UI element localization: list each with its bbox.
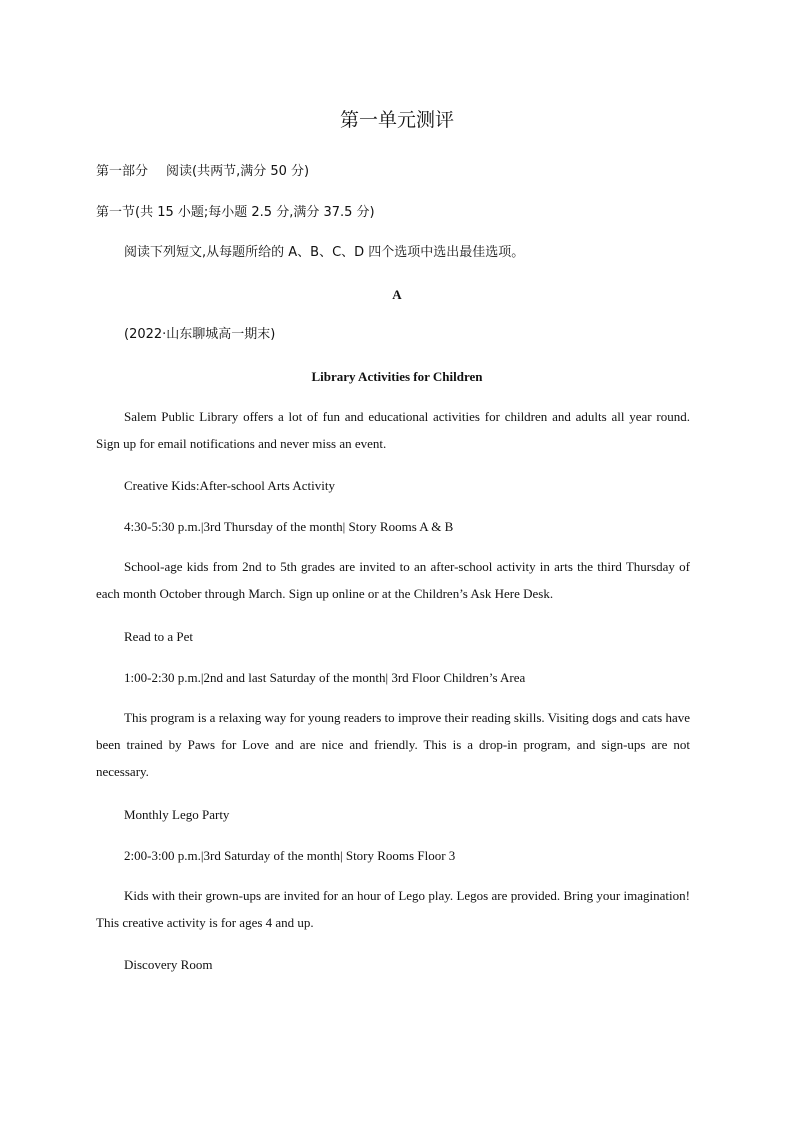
part-label: 第一部分	[96, 164, 149, 179]
activity-name: Monthly Lego Party	[124, 807, 230, 822]
activity-description: School-age kids from 2nd to 5th grades are invited to an after-school activity in arts the third Thursday of each month October through March. Sign up online or at the Children’s Ask Here Desk.	[96, 559, 690, 601]
activity-name: Read to a Pet	[124, 629, 193, 644]
activity-description: Kids with their grown-ups are invited for an hour of Lego play. Legos are provided. Bring your imagination! This creative activity is for ages 4 and up.	[96, 888, 690, 930]
activity-time: 4:30-5:30 p.m.|3rd Thursday of the month| Story Rooms A & B	[124, 519, 454, 534]
part-description: 阅读(共两节,满分 50 分)	[166, 164, 310, 179]
passage-source: (2022·山东聊城高一期末)	[124, 327, 276, 342]
page-title: 第一单元测评	[339, 109, 454, 131]
activity-name: Discovery Room	[124, 957, 213, 972]
part-heading	[96, 164, 309, 180]
activity-description: This program is a relaxing way for young readers to improve their reading skills. Visiting dogs and cats have been trained by Paws for Love and are nice and friendly. This is a drop-in program, and sign-ups are not necessary.	[96, 710, 690, 779]
activity-name: Creative Kids:After-school Arts Activity	[124, 478, 335, 493]
instruction-text: 阅读下列短文,从每题所给的 A、B、C、D 四个选项中选出最佳选项。	[124, 245, 525, 260]
intro-paragraph: Salem Public Library offers a lot of fun and educational activities for children and adults all year round. Sign up for email notifications and never miss an event.	[96, 409, 690, 451]
passage-title: Library Activities for Children	[311, 369, 483, 384]
passage-letter: A	[392, 287, 402, 302]
activity-time: 2:00-3:00 p.m.|3rd Saturday of the month| Story Rooms Floor 3	[124, 848, 456, 863]
section-heading: 第一节(共 15 小题;每小题 2.5 分,满分 37.5 分)	[96, 205, 375, 220]
activity-time: 1:00-2:30 p.m.|2nd and last Saturday of the month| 3rd Floor Children’s Area	[124, 670, 526, 685]
